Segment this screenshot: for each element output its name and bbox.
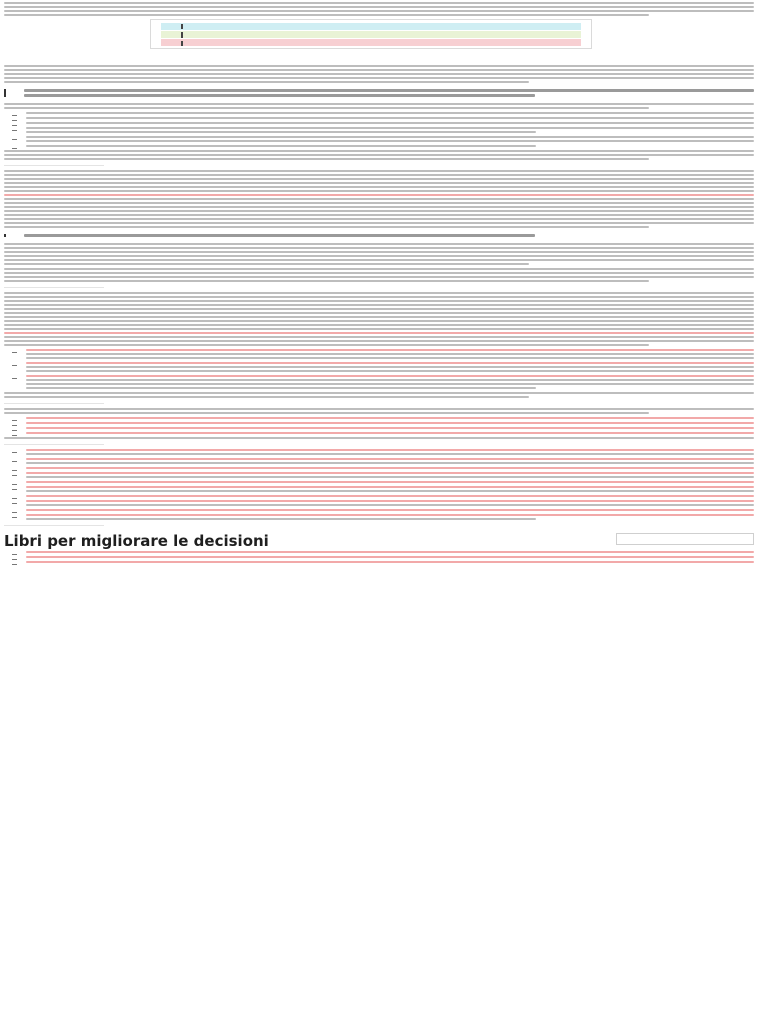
list-item: [26, 362, 754, 372]
books-input[interactable]: [616, 533, 754, 545]
list-item: [26, 112, 754, 114]
divider: [4, 444, 104, 445]
list-item: [26, 449, 754, 455]
diagram-band-cyan: [161, 23, 581, 30]
bullet-list: [4, 417, 754, 434]
paragraph: [4, 408, 754, 414]
list-item: [26, 495, 754, 497]
paragraph: [4, 103, 754, 109]
divider: [4, 403, 104, 404]
list-item: [26, 458, 754, 464]
list-item: [26, 145, 754, 147]
diagram-band-pink: [161, 39, 581, 46]
diagram-marker-icon: [177, 22, 187, 46]
bullet-list: [4, 112, 754, 147]
list-item: [26, 486, 754, 492]
paragraph: [4, 170, 754, 228]
list-item: [26, 136, 754, 142]
paragraph: [4, 292, 754, 346]
paragraph: [4, 392, 754, 398]
bullet-list: [4, 349, 754, 389]
list-item: [26, 500, 754, 506]
list-item: [26, 481, 754, 483]
decision-diagram: [150, 19, 592, 49]
paragraph: [4, 243, 754, 265]
divider: [4, 525, 104, 526]
books-heading: Libri per migliorare le decisioni: [4, 532, 269, 550]
list-item: [26, 467, 754, 469]
list-item: [26, 556, 754, 558]
list-item: [26, 551, 754, 553]
list-item: [26, 349, 754, 359]
list-item: [26, 514, 754, 520]
divider: [4, 287, 104, 288]
list-item: [26, 509, 754, 511]
list-item: [26, 117, 754, 119]
diagram-band-green: [161, 31, 581, 38]
paragraph: [4, 65, 754, 83]
list-item: [26, 417, 754, 419]
paragraph: [4, 150, 754, 160]
list-item: [26, 375, 754, 389]
list-item: [26, 422, 754, 424]
intro-paragraph: [4, 2, 754, 16]
divider: [4, 165, 104, 166]
list-item: [26, 561, 754, 563]
blockquote: [4, 89, 754, 97]
list-item: [26, 427, 754, 429]
list-item: [26, 432, 754, 434]
bullet-list: [4, 449, 754, 520]
books-list: [4, 551, 754, 563]
books-header: [4, 529, 754, 549]
paragraph: [4, 268, 754, 282]
list-item: [26, 472, 754, 478]
list-item: [26, 122, 754, 124]
article-page: [0, 2, 768, 1026]
list-item: [26, 127, 754, 133]
blockquote: [4, 234, 754, 237]
paragraph: [4, 437, 754, 439]
